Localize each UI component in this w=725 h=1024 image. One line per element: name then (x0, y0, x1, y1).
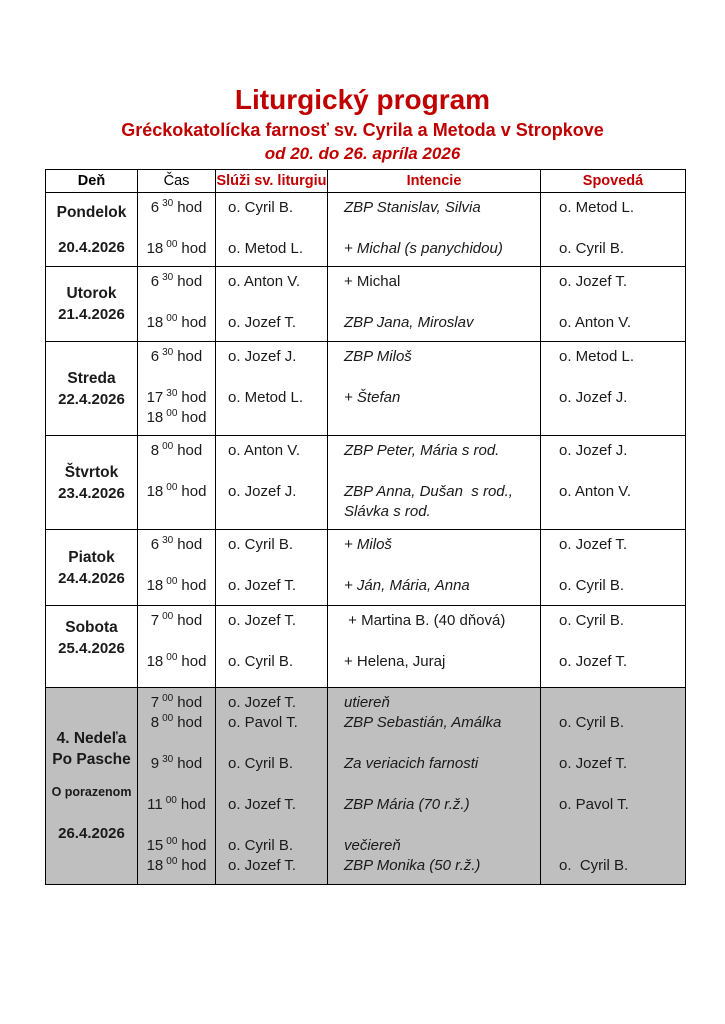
time-value (138, 652, 215, 672)
time-minutes: 00 (162, 611, 174, 622)
liturgy-cell (216, 193, 328, 267)
liturgy-cell (216, 436, 328, 530)
intention-value: ZBP Mária (70 r.ž.) (344, 796, 470, 813)
day-row (46, 267, 686, 342)
time-hour: 15 (146, 837, 164, 854)
time-value (138, 198, 215, 218)
liturgy-stack (216, 436, 327, 529)
hod-label: hod (177, 612, 203, 629)
liturgy-stack (216, 342, 327, 435)
liturgy-value: o. Cyril B. (228, 199, 294, 216)
day-cell (46, 193, 138, 267)
confession-value: o. Jozef J. (559, 389, 628, 406)
day-cell-content (46, 530, 137, 605)
time-hour: 18 (146, 240, 164, 257)
table-header (46, 170, 686, 193)
day-name: 4. Nedeľa (56, 730, 127, 747)
time-hour: 8 (150, 714, 160, 731)
intention-value: + Miloš (344, 536, 392, 553)
time-cell (138, 688, 216, 885)
hod-label: hod (177, 442, 203, 459)
confession-value (559, 836, 685, 856)
time-hour: 8 (150, 442, 160, 459)
time-minutes: 00 (166, 652, 178, 663)
intention-value (344, 408, 540, 428)
time-value (138, 693, 215, 713)
time-minutes: 30 (162, 754, 174, 765)
time-value (138, 239, 215, 259)
time-value (138, 713, 215, 733)
confession-value: o. Anton V. (559, 314, 632, 331)
intention-cell (328, 342, 541, 436)
day-cell-content (46, 267, 137, 341)
liturgy-value: o. Jozef T. (228, 694, 297, 711)
confession-stack (541, 606, 685, 679)
day-name: Pondelok (56, 203, 127, 221)
liturgy-value: o. Cyril B. (228, 536, 294, 553)
liturgy-value: o. Cyril B. (228, 755, 294, 772)
confession-stack (541, 267, 685, 340)
hod-label: hod (181, 857, 207, 874)
hod-label: hod (177, 199, 203, 216)
liturgy-value: o. Cyril B. (228, 837, 294, 854)
day-cell (46, 436, 138, 530)
col-header-intencie: Intencie (328, 170, 541, 193)
liturgy-value: o. Cyril B. (228, 653, 294, 670)
hod-label: hod (181, 389, 207, 406)
day-cell (46, 267, 138, 342)
intention-stack (328, 436, 540, 529)
liturgy-value: o. Jozef T. (228, 612, 297, 629)
day-cell (46, 688, 138, 885)
confession-cell (541, 436, 686, 530)
time-hour: 18 (146, 409, 164, 426)
confession-value: o. Cyril B. (559, 577, 625, 594)
liturgy-value: o. Metod L. (228, 389, 304, 406)
confession-value: o. Cyril B. (559, 714, 625, 731)
intention-value: ZBP Miloš (344, 348, 412, 365)
confession-value (559, 502, 685, 522)
page-subtitle: Gréckokatolícka farnosť sv. Cyrila a Metoda v Stropkove (121, 120, 604, 140)
time-stack (138, 530, 215, 603)
liturgy-value: o. Anton V. (228, 273, 301, 290)
day-date: 22.4.2026 (58, 390, 125, 408)
liturgy-value: o. Jozef T. (228, 314, 297, 331)
hod-label: hod (177, 755, 203, 772)
day-cell (46, 530, 138, 606)
confession-stack (541, 342, 685, 435)
time-cell (138, 193, 216, 267)
confession-value: o. Jozef T. (559, 755, 628, 772)
page-title: Liturgický program (234, 84, 491, 115)
time-value (138, 611, 215, 631)
liturgy-cell (216, 267, 328, 342)
day-date: 23.4.2026 (58, 484, 125, 502)
time-value (138, 482, 215, 502)
hod-label: hod (180, 796, 206, 813)
hod-label: hod (181, 653, 207, 670)
time-hour: 18 (146, 577, 164, 594)
col-header-cas: Čas (138, 170, 216, 193)
time-minutes: 00 (166, 482, 178, 493)
time-minutes: 30 (162, 535, 174, 546)
hod-label: hod (181, 314, 207, 331)
intention-value: ZBP Stanislav, Silvia (344, 199, 481, 216)
hod-label: hod (181, 409, 207, 426)
hod-label: hod (177, 536, 203, 553)
liturgy-stack (216, 267, 327, 340)
time-minutes: 30 (166, 388, 178, 399)
intention-value: + Martina B. (40 dňová) (344, 612, 506, 629)
time-cell (138, 436, 216, 530)
liturgy-table-body (46, 193, 686, 885)
intention-value: + Michal (s panychidou) (344, 240, 503, 257)
intention-value: utiereň (344, 694, 390, 711)
liturgy-value: o. Anton V. (228, 442, 301, 459)
day-row (46, 688, 686, 885)
hod-label: hod (181, 577, 207, 594)
intention-cell (328, 688, 541, 885)
time-minutes: 30 (162, 198, 174, 209)
intention-stack (328, 342, 540, 435)
day-name: Streda (67, 369, 116, 387)
liturgy-value (228, 502, 327, 522)
time-minutes: 00 (166, 576, 178, 587)
confession-value (559, 408, 685, 428)
confession-stack (541, 688, 685, 883)
intention-value: Za veriacich farnosti (344, 755, 479, 772)
intention-value: ZBP Jana, Miroslav (344, 314, 474, 331)
time-hour: 18 (146, 483, 164, 500)
intention-stack (328, 267, 540, 340)
day-date: 25.4.2026 (58, 640, 125, 657)
time-value (138, 313, 215, 333)
day-cell-content (46, 342, 137, 435)
time-value (138, 272, 215, 292)
col-header-den: Deň (46, 170, 138, 193)
time-minutes: 00 (166, 856, 178, 867)
intention-value: ZBP Peter, Mária s rod. (344, 442, 500, 459)
intention-stack (328, 688, 540, 883)
intention-value: + Štefan (344, 389, 401, 406)
time-stack (138, 606, 215, 679)
time-hour: 18 (146, 653, 164, 670)
liturgy-value: o. Jozef J. (228, 348, 297, 365)
intention-value: Slávka s rod. (344, 503, 431, 520)
confession-value: o. Jozef J. (559, 442, 628, 459)
col-header-sluzi: Slúži sv. liturgiu (216, 170, 328, 193)
col-header-spoveda: Spovedá (541, 170, 686, 193)
time-hour: 17 (146, 389, 164, 406)
intention-value: ZBP Monika (50 r.ž.) (344, 857, 481, 874)
day-date: 24.4.2026 (58, 569, 125, 587)
liturgy-value: o. Jozef T. (228, 857, 297, 874)
day-cell-content (46, 606, 137, 687)
liturgy-cell (216, 688, 328, 885)
liturgy-value: o. Jozef T. (228, 577, 297, 594)
intention-value: + Helena, Juraj (344, 653, 446, 670)
time-hour: 18 (146, 314, 164, 331)
day-cell (46, 342, 138, 436)
page-date-range: od 20. do 26. apríla 2026 (264, 144, 461, 163)
day-cell-content (46, 436, 137, 529)
day-cell-content (46, 688, 137, 884)
time-hour: 6 (150, 273, 160, 290)
intention-cell (328, 436, 541, 530)
time-stack (138, 436, 215, 529)
liturgy-stack (216, 193, 327, 266)
liturgy-table (45, 169, 686, 885)
time-minutes: 00 (162, 441, 174, 452)
hod-label: hod (177, 714, 203, 731)
confession-stack (541, 436, 685, 529)
liturgy-cell (216, 530, 328, 606)
day-row (46, 342, 686, 436)
time-value (138, 856, 215, 876)
liturgy-cell (216, 342, 328, 436)
liturgy-value: o. Jozef T. (228, 796, 297, 813)
time-hour: 11 (147, 796, 163, 813)
confession-value: o. Jozef T. (559, 536, 628, 553)
day-date: 20.4.2026 (58, 238, 125, 256)
day-name: Štvrtok (64, 463, 119, 481)
liturgy-stack (216, 688, 327, 883)
time-cell (138, 342, 216, 436)
hod-label: hod (177, 273, 203, 290)
time-minutes: 00 (162, 713, 174, 724)
time-stack (138, 193, 215, 266)
intention-stack (328, 193, 540, 266)
confession-value: o. Cyril B. (559, 612, 625, 629)
time-hour: 6 (150, 348, 160, 365)
time-minutes: 00 (166, 313, 178, 324)
time-value (138, 754, 215, 774)
day-name: Utorok (66, 285, 117, 302)
confession-cell (541, 193, 686, 267)
day-row (46, 530, 686, 606)
time-value (138, 441, 215, 461)
confession-value: o. Anton V. (559, 483, 632, 500)
confession-value: o. Metod L. (559, 199, 635, 216)
intention-stack (328, 530, 540, 603)
confession-stack (541, 530, 685, 603)
hod-label: hod (177, 694, 203, 711)
time-minutes: 00 (165, 795, 177, 806)
intention-cell (328, 530, 541, 606)
liturgy-value: o. Jozef J. (228, 483, 297, 500)
day-row (46, 606, 686, 688)
time-value (138, 795, 215, 815)
intention-value: ZBP Sebastián, Amálka (344, 714, 502, 731)
day-name: Po Pasche (52, 751, 131, 768)
hod-label: hod (181, 240, 207, 257)
intention-value: + Michal (344, 273, 401, 290)
time-stack (138, 342, 215, 435)
time-minutes: 30 (162, 347, 174, 358)
day-date: 21.4.2026 (58, 306, 125, 323)
confession-value: o. Cyril B. (559, 240, 625, 257)
time-minutes: 00 (166, 408, 178, 419)
liturgy-stack (216, 606, 327, 679)
time-hour: 9 (150, 755, 160, 772)
time-value (138, 388, 215, 408)
liturgy-cell (216, 606, 328, 688)
day-note: O porazenom (51, 785, 132, 799)
intention-value: večiereň (344, 837, 401, 854)
time-stack (138, 267, 215, 340)
day-name: Piatok (68, 548, 115, 566)
time-hour: 7 (150, 694, 160, 711)
intention-stack (328, 606, 540, 679)
confession-cell (541, 267, 686, 342)
liturgy-stack (216, 530, 327, 603)
confession-cell (541, 606, 686, 688)
time-value (138, 535, 215, 555)
confession-value: o. Pavol T. (559, 796, 629, 813)
intention-cell (328, 267, 541, 342)
time-minutes: 00 (166, 836, 178, 847)
day-row (46, 436, 686, 530)
confession-value: o. Jozef T. (559, 273, 628, 290)
hod-label: hod (181, 483, 207, 500)
time-value (138, 836, 215, 856)
time-cell (138, 267, 216, 342)
time-minutes: 30 (162, 272, 174, 283)
confession-stack (541, 193, 685, 266)
day-cell (46, 606, 138, 688)
time-value (138, 347, 215, 367)
day-date: 26.4.2026 (58, 825, 125, 842)
confession-value (559, 693, 685, 713)
time-cell (138, 606, 216, 688)
time-value (138, 502, 215, 522)
liturgy-value (228, 408, 327, 428)
time-hour: 7 (150, 612, 160, 629)
liturgy-value: o. Metod L. (228, 240, 304, 257)
time-value (138, 576, 215, 596)
intention-value: ZBP Anna, Dušan s rod., (344, 483, 513, 500)
time-stack (138, 688, 215, 883)
confession-cell (541, 530, 686, 606)
time-hour: 6 (150, 536, 160, 553)
time-value (138, 408, 215, 428)
intention-cell (328, 606, 541, 688)
confession-cell (541, 688, 686, 885)
liturgy-value: o. Pavol T. (228, 714, 298, 731)
confession-cell (541, 342, 686, 436)
hod-label: hod (181, 837, 207, 854)
confession-value: o. Metod L. (559, 348, 635, 365)
confession-value: o. Jozef T. (559, 653, 628, 670)
time-hour: 6 (150, 199, 160, 216)
hod-label: hod (177, 348, 203, 365)
confession-value: o. Cyril B. (559, 857, 629, 874)
time-cell (138, 530, 216, 606)
time-hour: 18 (146, 857, 164, 874)
day-name: Sobota (65, 619, 118, 636)
table-header-row (46, 170, 686, 193)
intention-value: + Ján, Mária, Anna (344, 577, 470, 594)
intention-cell (328, 193, 541, 267)
time-minutes: 00 (162, 693, 174, 704)
day-row (46, 193, 686, 267)
day-cell-content (46, 193, 137, 266)
time-minutes: 00 (166, 239, 178, 250)
